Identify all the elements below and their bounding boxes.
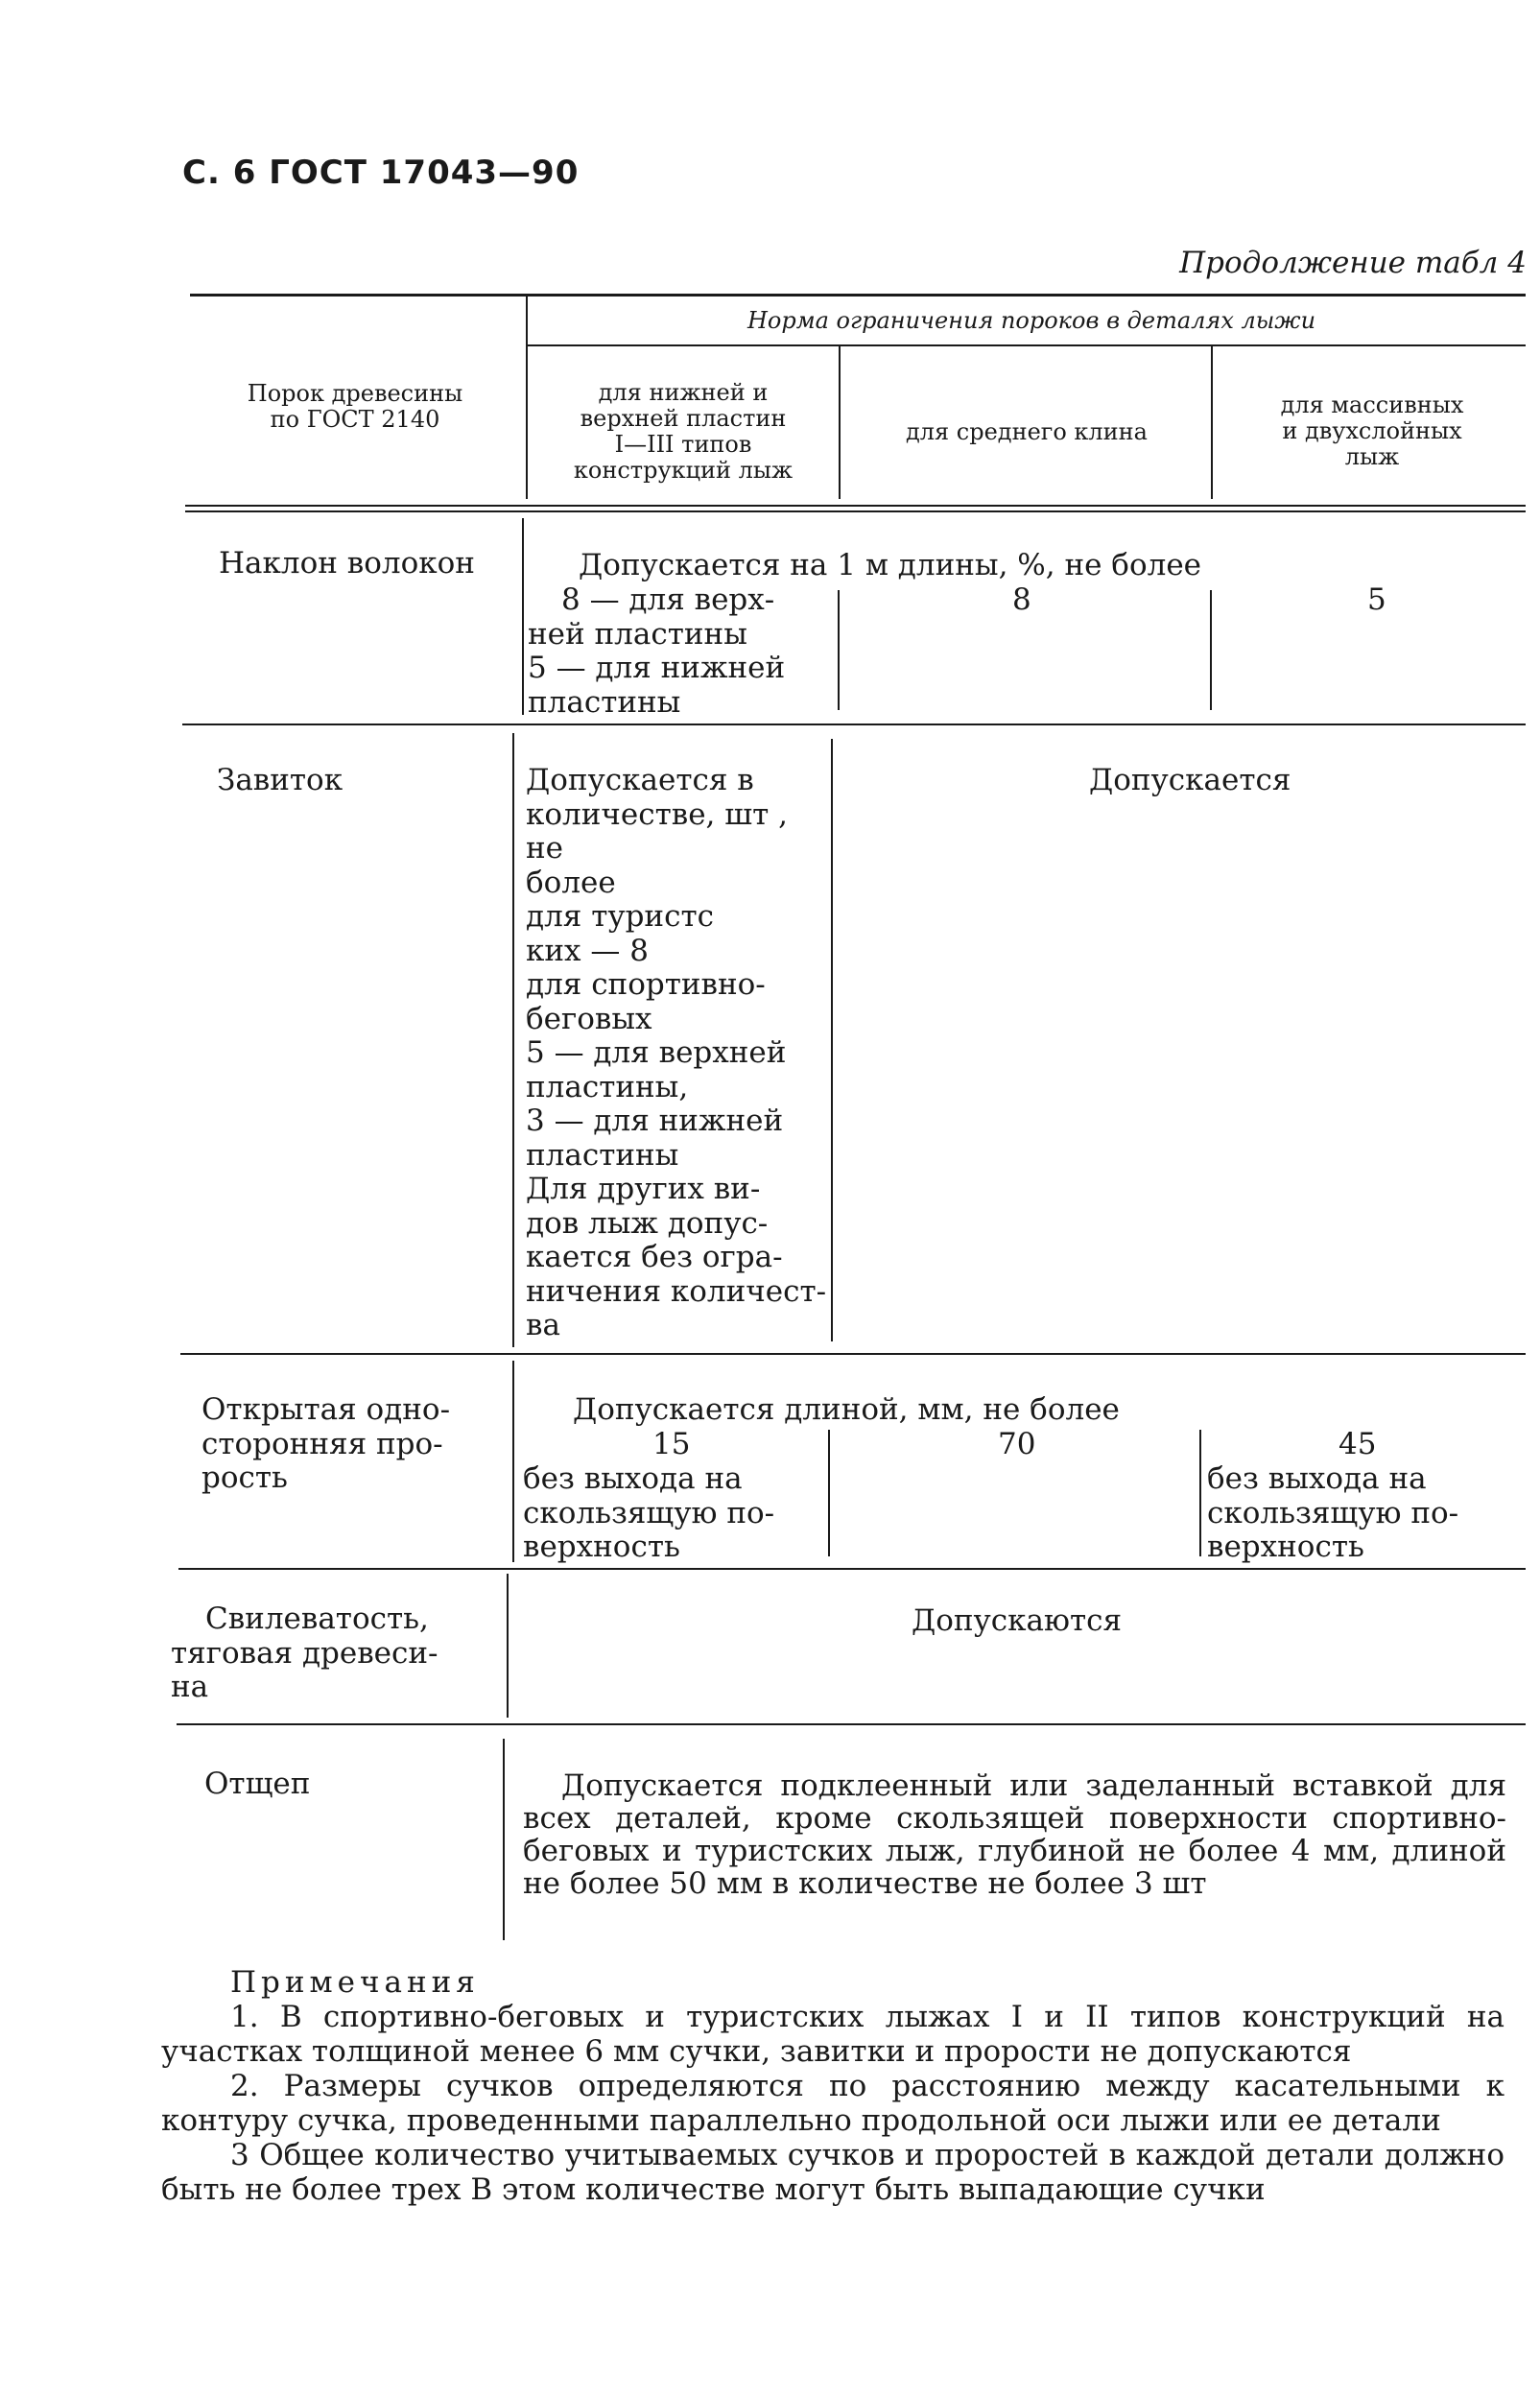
row3-c2: 70 — [998, 1427, 1036, 1461]
header-sub-2: для среднего клина — [906, 418, 1148, 445]
row1-c2: 8 — [1012, 582, 1031, 617]
note-2: 2. Размеры сучков определяются по расстоянию между касательными к контуру сучка, проведенными параллельно продольной оси лыжи или ее детали — [161, 2069, 1504, 2138]
header-defect: Порок древесины по ГОСТ 2140 — [247, 380, 463, 433]
row3-c1-note: без выхода на скользящую по- верхность — [523, 1461, 775, 1564]
row3-defect: Открытая одно- сторонняя про- рость — [201, 1392, 451, 1495]
header-sub-1: для нижней и верхней пластин I—III типов конструкций лыж — [573, 379, 794, 484]
notes-title: Примечания — [230, 1965, 480, 2000]
table-continuation-label: Продолжение табл 4 — [1179, 246, 1527, 280]
row1-c3: 5 — [1367, 582, 1386, 617]
row5-all: Допускается подклеенный или заделанный вставкой для всех деталей, кроме скользящей поверхности спортивно-беговых и туристских лыж, глубиной не более 4 мм, длиной не более 50 мм в количестве не более 3 шт — [523, 1768, 1506, 1901]
row1-defect: Наклон волокон — [219, 546, 475, 581]
row2-c23: Допускается — [1089, 763, 1291, 797]
row4-defect: Свилеватость, тяговая древеси- на — [171, 1601, 438, 1704]
row5-defect: Отщеп — [204, 1767, 311, 1801]
header-norm: Норма ограничения пороков в деталях лыжи — [746, 307, 1316, 334]
header-sub-3: для массивных и двухслойных лыж — [1280, 391, 1464, 470]
row3-span: Допускается длиной, мм, не более — [573, 1392, 1120, 1427]
row1-span: Допускается на 1 м длины, %, не более — [579, 548, 1202, 582]
row4-all: Допускаются — [912, 1603, 1123, 1638]
row3-c3-value: 45 — [1339, 1427, 1377, 1461]
row2-defect: Завиток — [217, 763, 344, 797]
page-header: С. 6 ГОСТ 17043—90 — [182, 154, 580, 192]
row1-c1: 8 — для верх- ней пластины 5 — для нижней пластины — [528, 582, 786, 720]
row3-c1-value: 15 — [652, 1427, 691, 1461]
row2-c1: Допускается в количестве, шт , не более для туристс ких — 8 для спортивно- беговых 5 — для верхней пластины, 3 — для нижней пластины Для других ви- дов лыж допус- кается без огра- ничения количест- ва — [526, 763, 827, 1342]
notes-section — [161, 1965, 1504, 2207]
note-3: 3 Общее количество учитываемых сучков и проростей в каждой детали должно быть не более трех В этом количестве могут быть выпадающие сучки — [161, 2138, 1504, 2207]
note-1: 1. В спортивно-беговых и туристских лыжах I и II типов конструкций на участках толщиной менее 6 мм сучки, завитки и прорости не допускаются — [161, 2000, 1504, 2069]
row3-c3-note: без выхода на скользящую по- верхность — [1207, 1461, 1459, 1564]
